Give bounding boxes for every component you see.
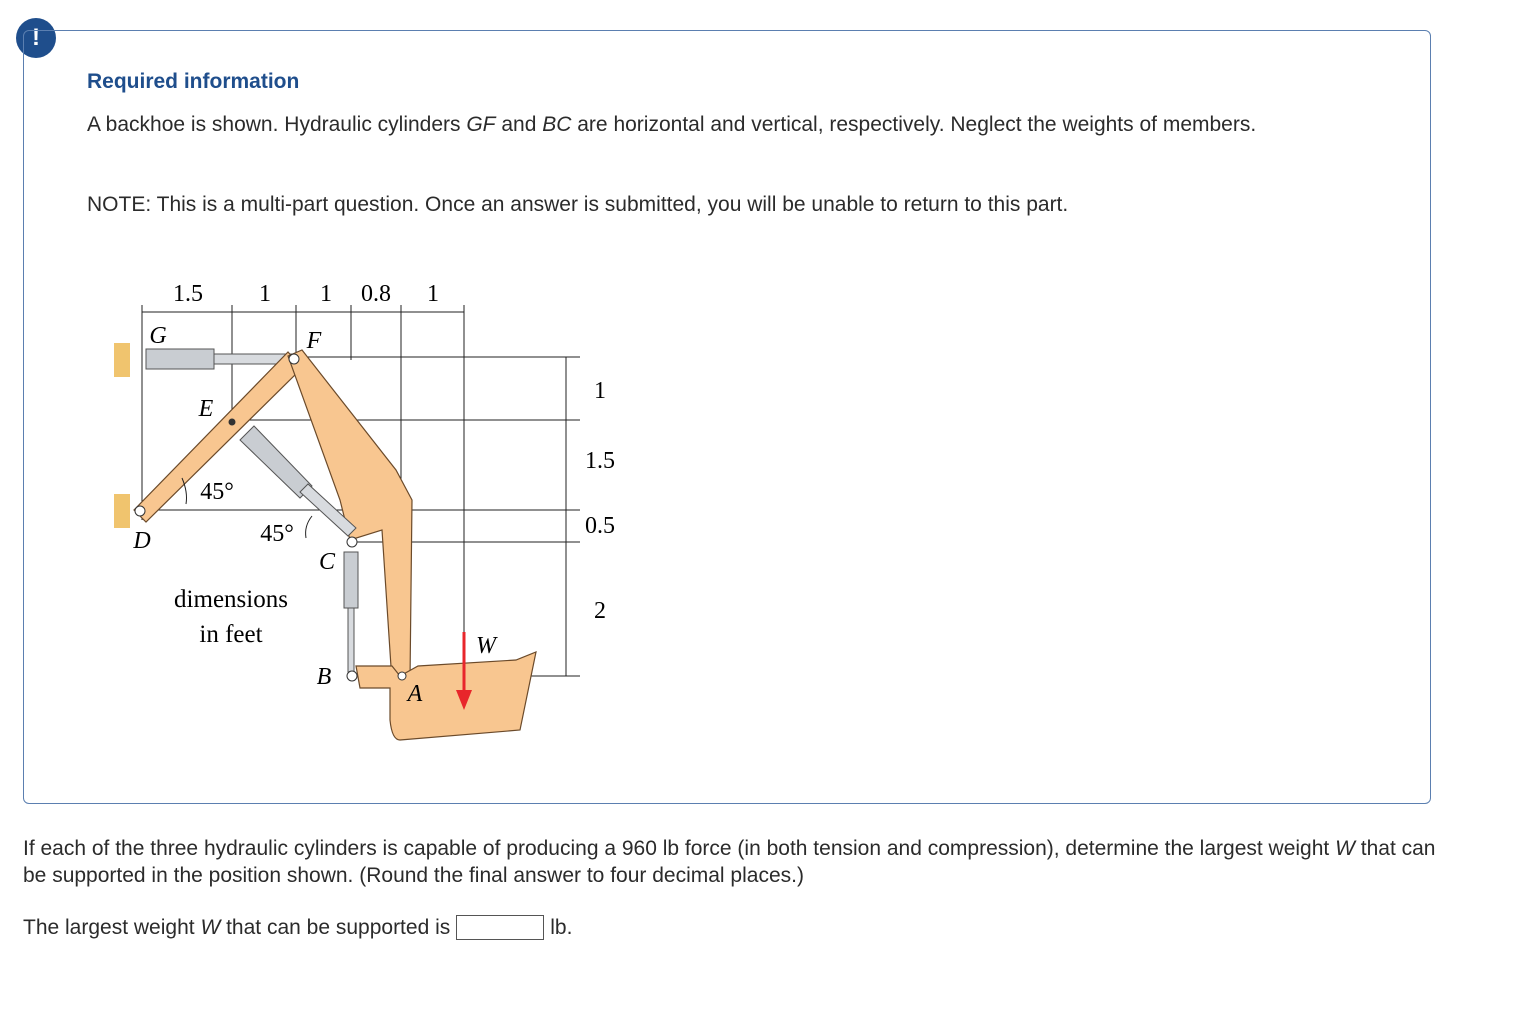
dim-right-4: 2 (594, 598, 606, 624)
angle-label-2: 45° (260, 521, 294, 547)
wall-support-top (114, 343, 130, 377)
angle-arc-2 (306, 516, 312, 538)
answer-line (23, 915, 572, 940)
answer-middle: that can be supported is (220, 915, 451, 939)
dim-top-3: 1 (320, 281, 332, 307)
intro-gf: GF (466, 113, 496, 136)
dim-right-1: 1 (594, 378, 606, 404)
dim-top-4: 0.8 (361, 281, 391, 307)
dim-top-2: 1 (259, 281, 271, 307)
label-w: W (476, 633, 496, 659)
answer-unit: lb. (550, 915, 573, 939)
dim-top-5: 1 (427, 281, 439, 307)
dim-top-1: 1.5 (173, 281, 203, 307)
label-f: F (306, 328, 322, 354)
bucket (356, 652, 536, 740)
intro-part1: A backhoe is shown. Hydraulic cylinders (87, 113, 467, 136)
cylinder-e-barrel (240, 426, 312, 498)
required-info-title: Required information (87, 70, 300, 93)
dim-right-2: 1.5 (585, 448, 615, 474)
units-line-1: dimensions (174, 586, 288, 613)
cylinder-bc-rod (348, 608, 354, 672)
question-w: W (1335, 837, 1355, 860)
wall-support-bottom (114, 494, 130, 528)
intro-text (87, 111, 1347, 138)
intro-part2: and (495, 113, 543, 136)
alert-symbol: ! (32, 24, 40, 51)
question-part2: that can be supported in the position shown. (Round the final answer to four decimal places.) (23, 837, 1436, 887)
answer-w: W (200, 915, 221, 939)
intro-part3: are horizontal and vertical, respectively. Neglect the weights of members. (571, 113, 1257, 136)
angle-label-1: 45° (200, 479, 234, 505)
label-d: D (133, 528, 151, 554)
backhoe-figure (100, 270, 640, 750)
note-text: NOTE: This is a multi-part question. Once an answer is submitted, you will be unable to return to this part. (87, 193, 1069, 216)
label-a: A (407, 681, 423, 707)
cylinder-bc-barrel (344, 552, 358, 608)
answer-prefix: The largest weight (23, 915, 201, 939)
cylinder-gf-barrel (146, 349, 214, 369)
label-c: C (318, 549, 336, 575)
weight-answer-input[interactable] (456, 915, 544, 940)
units-line-2: in feet (199, 621, 263, 648)
intro-bc: BC (542, 113, 572, 136)
question-text (23, 835, 1463, 889)
dim-right-3: 0.5 (585, 513, 615, 539)
label-e: E (198, 396, 214, 422)
question-part1: If each of the three hydraulic cylinders is capable of producing a 960 lb force (in both tension and compression), determine the largest weight (23, 837, 1336, 860)
label-b: B (316, 664, 332, 690)
label-g: G (149, 323, 167, 349)
